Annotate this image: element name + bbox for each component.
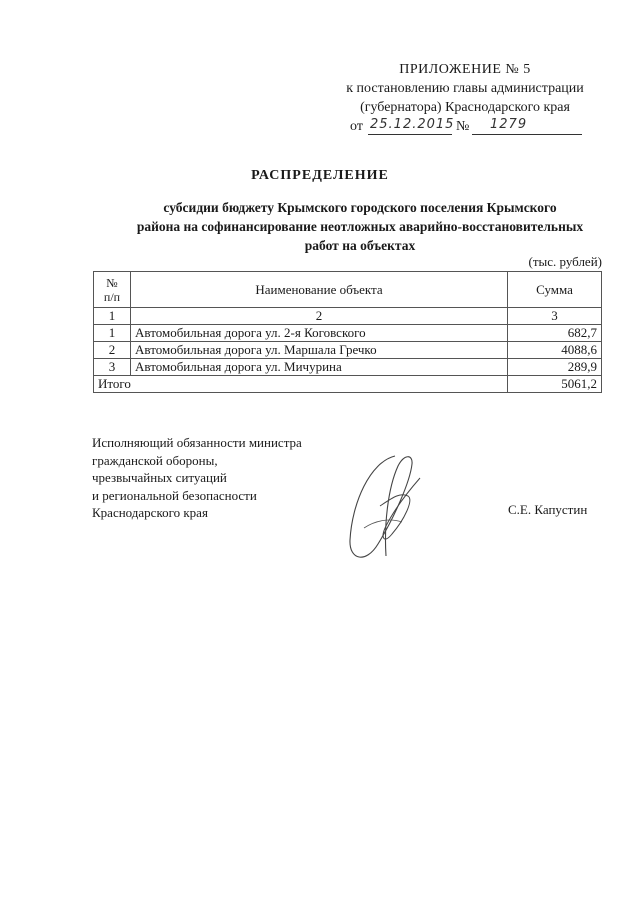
table-row: [94, 342, 602, 359]
header-sum: Сумма: [508, 272, 602, 308]
subtitle-line-3: работ на объектах: [304, 238, 416, 253]
date-value: 25.12.2015: [370, 117, 455, 132]
row-num: 2: [94, 342, 131, 359]
document-title: РАСПРЕДЕЛЕНИЕ: [251, 168, 389, 183]
date-prefix: от: [350, 119, 363, 134]
signatory-position: [92, 434, 302, 522]
row-sum: 289,9: [508, 359, 602, 376]
subtitle-line-1: субсидии бюджету Крымского городского поселения Крымского: [163, 200, 557, 215]
index-cell-2: 2: [131, 308, 508, 325]
row-name: Автомобильная дорога ул. 2-я Коговского: [131, 325, 508, 342]
table-row: [94, 325, 602, 342]
distribution-table: [93, 271, 602, 393]
position-line-2: гражданской обороны,: [92, 452, 218, 468]
position-line-5: Краснодарского края: [92, 505, 208, 520]
subtitle-line-2: района на софинансирование неотложных аварийно-восстановительных: [136, 219, 584, 234]
date-underline: [368, 134, 452, 135]
row-num: 1: [94, 325, 131, 342]
signatory-name: С.Е. Капустин: [508, 502, 588, 517]
row-sum: 682,7: [508, 325, 602, 342]
table-row: [94, 359, 602, 376]
appendix-line-2: (губернатора) Краснодарского края: [360, 100, 570, 115]
index-cell-3: 3: [508, 308, 602, 325]
table-index-row: [94, 308, 602, 325]
position-line-4: и региональной безопасности: [92, 487, 257, 503]
position-line-3: чрезвычайных ситуаций: [92, 470, 227, 485]
header-num: [94, 272, 131, 308]
appendix-line-1: к постановлению главы администрации: [346, 81, 584, 96]
total-label: Итого: [94, 376, 508, 393]
appendix-header: [330, 60, 600, 136]
units-label: (тыс. рублей): [528, 254, 602, 269]
number-prefix: №: [456, 119, 470, 134]
number-underline: [472, 134, 582, 135]
table-header-row: [94, 272, 602, 308]
row-name: Автомобильная дорога ул. Мичурина: [131, 359, 508, 376]
row-num: 3: [94, 359, 131, 376]
table-total-row: [94, 376, 602, 393]
total-sum: 5061,2: [508, 376, 602, 393]
number-value: 1279: [490, 117, 528, 132]
header-name: Наименование объекта: [131, 272, 508, 308]
appendix-date-line: [330, 117, 600, 136]
header-num-line-1: №: [106, 275, 118, 290]
handwritten-signature: [340, 448, 430, 568]
row-sum: 4088,6: [508, 342, 602, 359]
position-line-1: Исполняющий обязанности министра: [92, 435, 302, 450]
appendix-title: ПРИЛОЖЕНИЕ № 5: [399, 62, 531, 77]
header-num-line-2: п/п: [103, 289, 121, 304]
document-subtitle: [110, 198, 610, 255]
row-name: Автомобильная дорога ул. Маршала Гречко: [131, 342, 508, 359]
index-cell-1: 1: [94, 308, 131, 325]
